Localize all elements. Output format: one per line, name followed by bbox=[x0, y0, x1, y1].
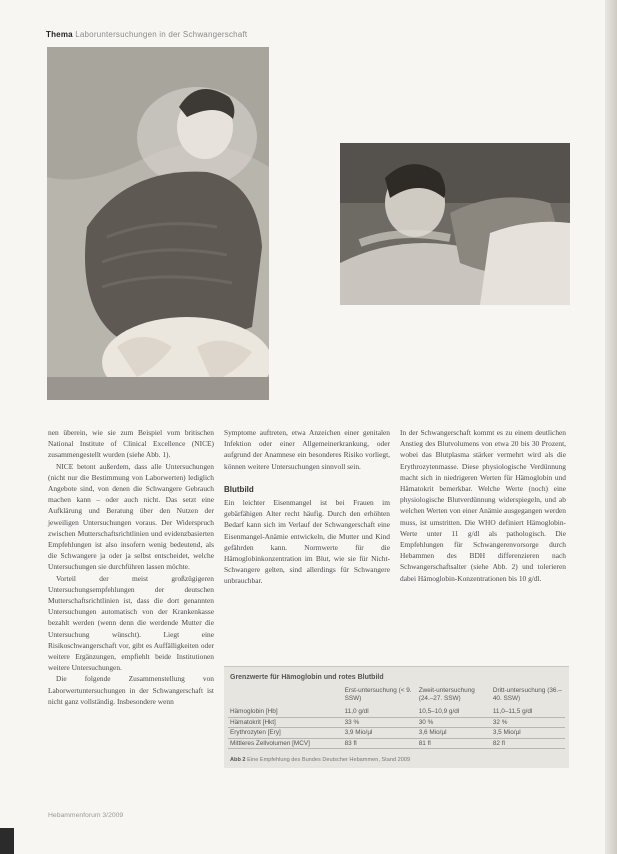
column2-section-text: Ein leichter Eisenmangel ist bei Frauen im gebärfähigen Alter recht häufig. Durch den erhöhten Bedarf kann sich im Verlauf der Schwangerschaft eine Eisenmangel-Anämie entwickeln, die Mutter und Kind gefährden kann. Normwerte für die Hämoglobinkonzentration im Blut, wie sie für Nicht-Schwangere gelten, sind allerdings für Schwangere unbrauchbar. bbox=[224, 498, 390, 586]
table-row bbox=[228, 707, 565, 717]
column1-paragraph-1: nen überein, wie sie zum Beispiel vom britischen National Institute of Clinical Excellence (NICE) zusammengestellt wurden (siehe Abb. 1). bbox=[48, 428, 214, 460]
table-cell: 83 fl bbox=[343, 738, 417, 749]
photo1-drawing bbox=[47, 47, 269, 400]
table-cell: 3,6 Mio/µl bbox=[417, 728, 491, 739]
table-cell: 3,5 Mio/µl bbox=[491, 728, 565, 739]
section-heading-blutbild: Blutbild bbox=[224, 484, 254, 494]
table-cell: 11,0 g/dl bbox=[343, 707, 417, 717]
table-header-cell: Dritt-untersuchung (36.–40. SSW) bbox=[492, 687, 562, 702]
table-cell: Hämatokrit [Hkt] bbox=[228, 717, 343, 728]
table-header-cell: Zweit-untersuchung (24.–27. SSW) bbox=[418, 687, 475, 702]
table-cell: 10,5–10,9 g/dl bbox=[417, 707, 491, 717]
column1-paragraph-3: Vorteil der meist großzügigeren Untersuchungsempfehlungen der deutschen Mutterschaftsrichtlinien ist, dass die dort genannten Untersuchungen automatisch von der Krankenkasse bezahlt werden (wenn denn die werdende Mutter die Untersuchung wünscht). Liegt eine Risikoschwangerschaft vor, gibt es Auffälligkeiten oder weitere Ergänzungen, empfiehlt beide Institutionen weitere Untersuchungen. bbox=[48, 573, 214, 673]
corner-marker bbox=[0, 828, 14, 854]
column3-paragraph-1: In der Schwangerschaft kommt es zu einem deutlichen Anstieg des Blutvolumens von etwa 20 bis 30 Prozent, wobei das Blutplasma stärker vermehrt wird als die Erythrozytenmasse. Diese physiologische Verdünnung macht sich in niedrigeren Werten für Hämoglobin und Hämatokrit bemerkbar. Welche Werte (noch) eine physiologische Blutverdünnung widerspiegeln, und ab welchen Werten von einer Anämie ausgegangen werden muss, ist umstritten. Die WHO definiert Hämoglobin-Werte unter 11 g/dl als pathologisch. Die Empfehlungen für Schwangerenvorsorge durch Hebammen des BDH differenzieren nach Schwangerschaftsalter (siehe Abb. 2) und tolerieren dabei Hämoglobin-Konzentrationen bis 10 g/dl. bbox=[400, 428, 566, 583]
caption-label: Abb 2 bbox=[230, 757, 246, 763]
page-header bbox=[46, 30, 247, 39]
photo-pregnant-woman bbox=[47, 47, 269, 400]
table-cell: 3,9 Mio/µl bbox=[343, 728, 417, 739]
table-row bbox=[228, 728, 565, 739]
text-column-1 bbox=[48, 427, 214, 707]
header-title: Laboruntersuchungen in der Schwangerschaft bbox=[75, 30, 248, 39]
photo2-drawing bbox=[340, 143, 570, 305]
table-cell: 11,0–11,5 g/dl bbox=[491, 707, 565, 717]
table-cell: Mittleres Zellvolumen [MCV] bbox=[228, 738, 343, 749]
table-cell: 33 % bbox=[343, 717, 417, 728]
reference-values-table bbox=[228, 687, 565, 749]
page-edge-shadow bbox=[605, 0, 617, 854]
table-row bbox=[228, 738, 565, 749]
column2-intro: Symptome auftreten, etwa Anzeichen einer genitalen Infektion oder einer Allgemeinerkrankung, oder aufgrund der Anamnese ein besonderes Risiko vorliegt, können weitere Untersuchungen sinnvoll sein. bbox=[224, 428, 390, 471]
table-cell: 82 fl bbox=[491, 738, 565, 749]
table-row bbox=[228, 717, 565, 728]
table-cell: 32 % bbox=[491, 717, 565, 728]
table-caption bbox=[230, 757, 410, 763]
table-cell: 30 % bbox=[417, 717, 491, 728]
table-header-cell bbox=[228, 687, 343, 707]
table-header-row bbox=[228, 687, 565, 707]
text-column-2 bbox=[224, 427, 390, 587]
caption-text: Eine Empfehlung des Bundes Deutscher Hebammen, Stand 2009 bbox=[247, 757, 411, 763]
table-cell: 81 fl bbox=[417, 738, 491, 749]
page-footer: Hebammenforum 3/2009 bbox=[48, 812, 124, 819]
column1-paragraph-2: NICE betont außerdem, dass alle Untersuchungen (nicht nur die Bestimmung von Laborwerten) lediglich Angebote sind, von denen die Schwangere Gebrauch machen kann – oder auch nicht. Das setzt eine Aufklärung und Beratung über den Nutzen der jeweiligen Untersuchungen voraus. Der Widerspruch zwischen Mutterschaftsrichtlinien und evidenzbasierten Empfehlungen ist also insofern wenig bedeutend, als die Schwangere ja oder ja selbst entscheidet, welche Untersuchungen sie durchführen lassen möchte. bbox=[48, 461, 214, 572]
table-cell: Hämoglobin [Hb] bbox=[228, 707, 343, 717]
thema-label: Thema bbox=[46, 30, 73, 39]
column1-paragraph-4: Die folgende Zusammenstellung von Laborwertuntersuchungen in der Schwangerschaft ist nicht ganz vollständig. Insbesondere wenn bbox=[48, 674, 214, 706]
photo-woman-in-bed bbox=[340, 143, 570, 305]
table-cell: Erythrozyten [Ery] bbox=[228, 728, 343, 739]
text-column-3 bbox=[400, 427, 566, 584]
table-header-cell: Erst-untersuchung (< 9. SSW) bbox=[344, 687, 412, 702]
table-title: Grenzwerte für Hämoglobin und rotes Blutbild bbox=[230, 674, 384, 681]
reference-values-box bbox=[224, 666, 569, 768]
